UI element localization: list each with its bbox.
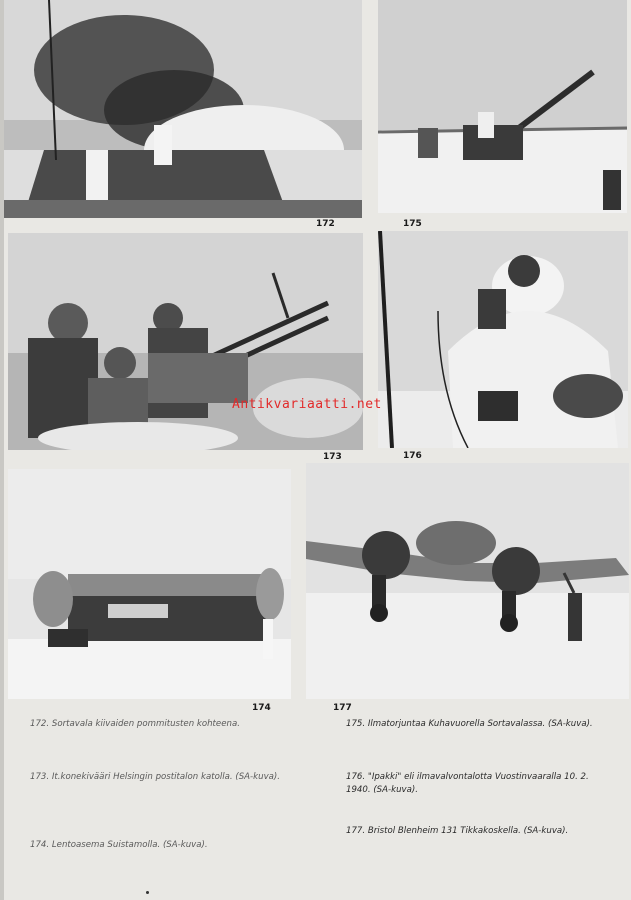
page-mark-dot <box>146 891 149 894</box>
photo-172 <box>4 0 362 218</box>
figure-number-177: 177 <box>333 703 352 713</box>
caption-173: 173. It.konekivääri Helsingin postitalon katolla. (SA-kuva). <box>30 772 281 782</box>
figure-number-172: 172 <box>316 219 335 229</box>
figure-number-174: 174 <box>252 703 271 713</box>
photo-174 <box>8 469 291 699</box>
photo-175 <box>378 0 627 213</box>
caption-175: 175. Ilmatorjuntaa Kuhavuorella Sortavalassa. (SA-kuva). <box>346 719 593 729</box>
figure-number-175: 175 <box>403 219 422 229</box>
photo-176 <box>378 231 628 448</box>
watermark-text: Antikvariaatti.net <box>232 397 382 412</box>
figure-number-173: 173 <box>323 452 342 462</box>
figure-number-176: 176 <box>403 451 422 461</box>
photo-177 <box>306 463 629 699</box>
caption-176: 176. "Ipakki" eli ilmavalvontalotta Vuostinvaaralla 10. 2. 1940. (SA-kuva). <box>346 772 589 795</box>
caption-174: 174. Lentoasema Suistamolla. (SA-kuva). <box>30 840 208 850</box>
caption-177: 177. Bristol Blenheim 131 Tikkakoskella. (SA-kuva). <box>346 826 569 836</box>
photo-173 <box>8 233 363 450</box>
caption-172: 172. Sortavala kiivaiden pommitusten kohteena. <box>30 719 240 729</box>
